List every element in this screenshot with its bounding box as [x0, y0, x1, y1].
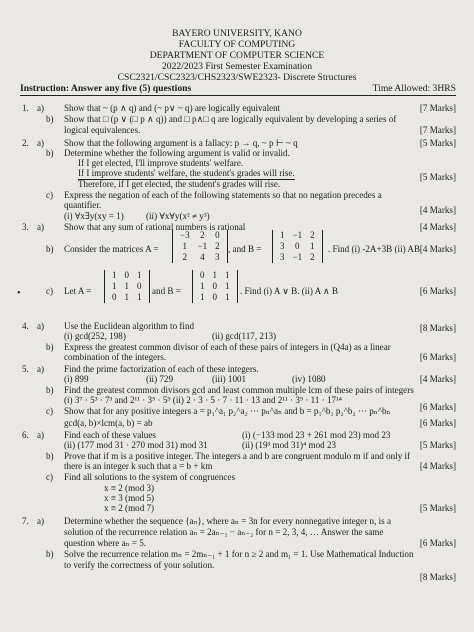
q7a-marks: [6 Marks]: [419, 538, 456, 548]
matrix-d-cell: 1: [212, 270, 217, 280]
q3a-marks: [4 Marks]: [419, 222, 456, 232]
matrix-c-row: [108, 270, 146, 281]
q3c-marks: [6 Marks]: [419, 286, 456, 296]
q5c-marks: [6 Marks]: [419, 418, 456, 428]
matrix-d-cell: 1: [225, 281, 230, 291]
instruction-text: Instruction: Answer any five (5) questions: [20, 83, 192, 94]
matrix-d-row: [196, 281, 234, 292]
time-allowed: Time Allowed: 3HRS: [372, 83, 456, 94]
q6a-marks: [5 Marks]: [419, 440, 456, 450]
matrix-c-row: [108, 292, 146, 303]
q2a-text: Show that the following argument is a fallacy: p → q, ~ p ⊢ ~ q: [64, 138, 298, 148]
q5a-label: a): [37, 364, 45, 374]
matrix-a-cell: 0: [215, 230, 220, 240]
q7-number: 7.: [22, 516, 29, 526]
q5c-text-2: gcd(a, b)×lcm(a, b) = ab: [64, 418, 153, 428]
q3-number: 3.: [22, 222, 29, 232]
matrix-b-row: [276, 241, 319, 252]
q6a-item-iii: (ii) (19³ mod 31)⁴ mod 23: [242, 440, 337, 450]
matrix-b-cell: 0: [295, 241, 300, 251]
q6c-congruence-3: x ≡ 2 (mod 7): [104, 503, 155, 513]
q2b-conclusion: Therefore, if I get elected, the student's grades will rise.: [78, 179, 281, 189]
matrix-d-row: [196, 270, 234, 281]
q2-number: 2.: [22, 138, 29, 148]
faculty-name: FACULTY OF COMPUTING: [178, 39, 296, 50]
q2c-label: c): [46, 190, 54, 200]
department-name: DEPARTMENT OF COMPUTER SCIENCE: [149, 50, 325, 61]
q6c-text: Find all solutions to the system of congruences: [64, 472, 235, 482]
q3b-and: , and B =: [228, 244, 262, 254]
matrix-a-cell: 4: [200, 252, 205, 262]
q7a-text-3: question where aₙ = 5.: [64, 538, 147, 548]
q1b-text: Show that □ (p ∨ (□ p ∧ q)) and □ p∧□ q are logically equivalent by developing a series of: [64, 114, 397, 124]
matrix-b-cell: 2: [310, 252, 315, 262]
q2b-label: b): [46, 148, 54, 158]
matrix-c-cell: 1: [112, 270, 117, 280]
q6c-label: c): [46, 472, 54, 482]
q1a-text: Show that ~ (p ∧ q) and (~ p∨ ~ q) are logically equivalent: [64, 103, 281, 113]
q5b-label: b): [46, 385, 54, 395]
q1b-text-2: logical equivalences.: [64, 125, 141, 135]
matrix-c-cell: 1: [124, 292, 129, 302]
matrix-b-cell: 3: [280, 252, 285, 262]
q4-number: 4.: [22, 321, 29, 331]
q6c-congruence-2: x ≡ 3 (mod 5): [104, 493, 155, 503]
matrix-c-cell: 1: [112, 281, 117, 291]
q5c-text: Show that for any positive integers a = p₁^a₁ p₂^a₂ ··· pₙ^aₙ and b = p₁^b₁ p₂^b₂ ··· pₙ^bₙ: [64, 406, 391, 416]
q1-number: 1.: [22, 103, 29, 113]
matrix-a-cell: 2: [215, 241, 220, 251]
q6-number: 6.: [22, 430, 29, 440]
q1a-label: a): [37, 103, 45, 113]
q5b-text: Find the greatest common divisors gcd and least common multiple lcm of these pairs of integers: [64, 385, 414, 395]
matrix-c-cell: 0: [124, 270, 129, 280]
matrix-d-cell: 0: [212, 292, 217, 302]
q6c-marks: [5 Marks]: [419, 503, 456, 513]
matrix-c: [104, 270, 150, 303]
matrix-a-row: [176, 241, 224, 252]
q6a-item-i: (i) (−133 mod 23 + 261 mod 23) mod 23: [242, 430, 391, 440]
q2a-marks: [5 Marks]: [419, 138, 456, 148]
matrix-d-cell: 1: [200, 292, 205, 302]
matrix-a-cell: 2: [200, 230, 205, 240]
matrix-c-cell: 0: [137, 281, 142, 291]
q1b-label: b): [46, 114, 54, 124]
q2b-premise-1: If I get elected, I'll improve students' welfare.: [78, 158, 244, 168]
q4b-text-2: combination of the integers.: [64, 352, 167, 362]
q3b-marks: [4 Marks]: [419, 244, 456, 254]
matrix-a-cell: 1: [182, 241, 188, 251]
q5a-item-ii: (ii) 729: [146, 374, 174, 384]
q5b-marks: [6 Marks]: [419, 402, 456, 412]
matrix-a-row: [176, 252, 224, 263]
q7b-label: b): [46, 549, 54, 559]
q4b-text: Express the greatest common divisor of each of these pairs of integers in (Q4a) as a linear: [64, 342, 391, 352]
header-rule: [20, 95, 456, 96]
q3b-post: . Find (i) -2A+3B (ii) AB: [328, 244, 421, 254]
matrix-d-row: [196, 292, 234, 303]
q4b-label: b): [46, 342, 54, 352]
matrix-a-cell: 3: [215, 252, 220, 262]
matrix-b-cell: 3: [280, 241, 285, 251]
q7b-text: Solve the recurrence relation mₙ = 2mₙ₋₁ + 1 for n ≥ 2 and m₁ = 1. Use Mathematical Induction: [64, 549, 414, 559]
matrix-a-row: [176, 230, 224, 241]
q2c-text: Express the negation of each of the following statements so that no negation precedes a: [64, 190, 382, 200]
q2b-text: Determine whether the following argument is valid or invalid.: [64, 148, 290, 158]
q6b-label: b): [46, 451, 54, 461]
q5b-text-2: (i) 3⁷ · 5³ · 7³ and 2¹¹ · 3⁵ · 5⁹ (ii) 2 · 3 · 5 · 7 · 11 · 13 and 2¹¹ · 3⁹ · 11 · 17¹⁴: [64, 395, 342, 405]
q7b-text-2: to verify the correctness of your solution.: [64, 560, 215, 570]
matrix-d-cell: 1: [225, 292, 230, 302]
q4a-marks: [8 Marks]: [419, 323, 456, 333]
matrix-b-cell: 1: [280, 230, 285, 240]
q6a-text: Find each of these values: [64, 430, 156, 440]
matrix-d-cell: 0: [212, 281, 217, 291]
q5-number: 5.: [22, 364, 29, 374]
q3a-text: Show that any sum of rational numbers is rational: [64, 222, 246, 232]
matrix-a-cell: 2: [182, 252, 188, 262]
q7a-text: Determine whether the sequence {aₙ}, where aₙ = 3n for every nonnegative integer n, is a: [64, 516, 391, 526]
matrix-a: [172, 230, 228, 263]
q3b-label: b): [46, 244, 54, 254]
q3c-and: and B =: [152, 286, 181, 296]
q3a-label: a): [37, 222, 45, 232]
q2c-item-i: (i) ∀x∃y(xy = 1): [64, 211, 124, 221]
q2c-text-2: quantifier.: [64, 200, 102, 210]
q6c-congruence-1: x ≡ 2 (mod 3): [104, 483, 155, 493]
q7a-text-2: solution of the recurrence relation aₙ = 2aₙ₋₁ − aₙ₋₂ for n = 2, 3, 4, … Answer the same: [64, 527, 384, 537]
matrix-b-cell: 2: [310, 230, 315, 240]
q3b-pre: Consider the matrices A =: [64, 244, 159, 254]
q3c-label: c): [46, 286, 54, 296]
matrix-d-cell: 1: [225, 270, 230, 280]
instruction-bar: [20, 83, 456, 94]
university-name: BAYERO UNIVERSITY, KANO: [172, 28, 302, 39]
q4a-item-i: (i) gcd(252, 198): [64, 331, 126, 341]
q3c-pre: Let A =: [64, 286, 92, 296]
q5c-label: c): [46, 406, 54, 416]
matrix-c-row: [108, 281, 146, 292]
matrix-a-cell: −1: [197, 241, 208, 251]
scan-speck: •: [17, 288, 21, 299]
q5a-item-iv: (iv) 1080: [292, 374, 326, 384]
q5a-text: Find the prime factorization of each of these integers.: [64, 364, 259, 374]
q1a-marks: [7 Marks]: [419, 103, 456, 113]
q4a-text: Use the Euclidean algorithm to find: [64, 321, 195, 331]
matrix-b-cell: −1: [292, 252, 303, 262]
q3c-post: . Find (i) A ∨ B. (ii) A ∧ B: [240, 286, 338, 296]
q7b-marks: [8 Marks]: [419, 572, 456, 582]
q4b-marks: [6 Marks]: [419, 352, 456, 362]
q6a-label: a): [37, 430, 45, 440]
matrix-b-cell: 1: [310, 241, 315, 251]
q4a-item-ii: (ii) gcd(117, 213): [212, 331, 277, 341]
matrix-b: [272, 230, 323, 263]
matrix-c-cell: 1: [124, 281, 129, 291]
course-codes: CSC2321/CSC2323/CHS2323/SWE2323- Discrete Structures: [117, 72, 357, 83]
q1b-marks: [7 Marks]: [419, 125, 456, 135]
q5a-item-i: (i) 899: [64, 374, 89, 384]
q7a-label: a): [37, 516, 45, 526]
q6b-text-2: there is an integer k such that a = b + km: [64, 461, 213, 471]
q4a-label: a): [37, 321, 45, 331]
session-title: 2022/2023 First Semester Examination: [161, 61, 313, 72]
q2c-marks: [4 Marks]: [419, 205, 456, 215]
q6b-marks: [4 Marks]: [419, 461, 456, 471]
q2c-item-ii: (ii) ∀x∀y(x² ≠ y³): [146, 211, 210, 221]
q6b-text: Prove that if m is a positive integer. The integers a and b are congruent modulo m if and only if: [64, 451, 411, 461]
matrix-b-row: [276, 230, 319, 241]
q5a-item-iii: (iii) 1001: [212, 374, 247, 384]
q6a-item-ii: (ii) (177 mod 31 · 270 mod 31) mod 31: [64, 440, 208, 450]
matrix-c-cell: 1: [137, 292, 142, 302]
matrix-d-cell: 0: [200, 270, 205, 280]
matrix-a-cell: −3: [180, 230, 190, 240]
matrix-d: [192, 270, 238, 303]
q2b-premise-2: If I improve students' welfare, the student's grades will rise.: [78, 168, 295, 178]
q2b-marks: [5 Marks]: [419, 172, 456, 182]
matrix-c-cell: 1: [137, 270, 142, 280]
matrix-d-cell: 1: [200, 281, 205, 291]
matrix-b-cell: −1: [292, 230, 303, 240]
q2a-label: a): [37, 138, 45, 148]
q5a-marks: [4 Marks]: [419, 374, 456, 384]
matrix-b-row: [276, 252, 319, 263]
matrix-c-cell: 0: [112, 292, 117, 302]
